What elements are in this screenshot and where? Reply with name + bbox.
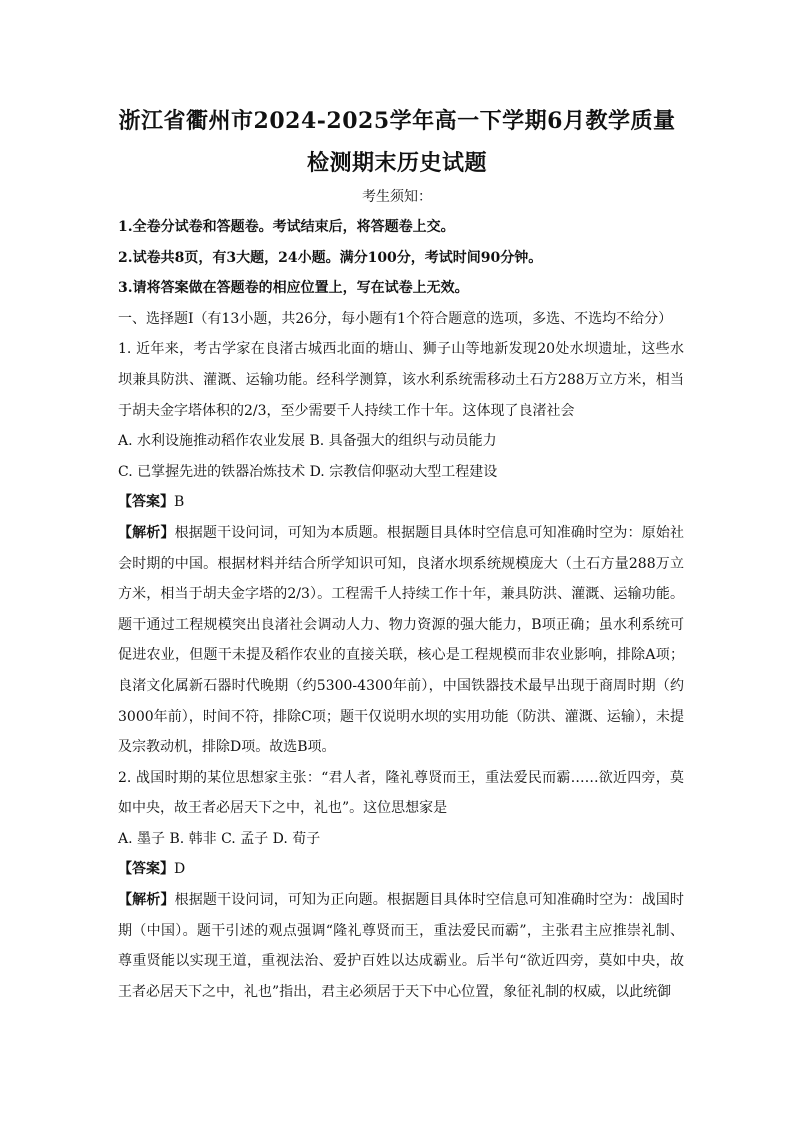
- question-1-options-cd: C. 已掌握先进的铁器冶炼技术 D. 宗教信仰驱动大型工程建设: [118, 463, 498, 480]
- page-title-line1: 浙江省衢州市2024-2025学年高一下学期6月教学质量: [118, 108, 676, 134]
- question-1-options-ab: A. 水利设施推动稻作农业发展 B. 具备强大的组织与动员能力: [118, 433, 497, 450]
- notice-item-1: 1.全卷分试卷和答题卷。考试结束后，将答题卷上交。: [118, 219, 455, 235]
- page-title-line2: 检测期末历史试题: [306, 150, 487, 176]
- exam-content: [118, 212, 684, 1007]
- answer-value: B: [174, 494, 185, 511]
- question-2-stem: 2. 战国时期的某位思想家主张：“君人者，隆礼尊贤而王，重法爱民而霸……欲近四旁，莫如中央，故王者必居天下之中，礼也”。这位思想家是: [118, 769, 684, 817]
- analysis-tag: 【解析】: [118, 524, 175, 541]
- analysis-tag: 【解析】: [118, 892, 175, 909]
- notice-item-3: 3.请将答案做在答题卷的相应位置上，写在试卷上无效。: [118, 280, 469, 297]
- question-2-analysis: [118, 885, 684, 1007]
- answer-tag: 【答案】: [118, 861, 174, 878]
- question-2-answer: [118, 854, 684, 885]
- question-2-options: A. 墨子 B. 韩非 C. 孟子 D. 荀子: [118, 830, 321, 847]
- notice-item-2: 2.试卷共8页，有3大题，24小题。满分100分，考试时间90分钟。: [118, 249, 543, 266]
- section-heading: 一、选择题Ⅰ（有13小题，共26分，每小题有1个符合题意的选项，多选、不选均不给分）: [118, 310, 673, 327]
- answer-value: D: [174, 861, 186, 878]
- question-1-stem: 1. 近年来，考古学家在良渚古城西北面的塘山、狮子山等地新发现20处水坝遗址，这些水坝兼具防洪、灌溉、运输功能。经科学测算，该水利系统需移动土石方288万立方米，相当于胡夫金字塔体积的2/3，至少需要千人持续工作十年。这体现了良渚社会: [118, 341, 684, 419]
- question-1-analysis: [118, 518, 684, 763]
- notice-heading: 考生须知：: [362, 189, 432, 205]
- answer-tag: 【答案】: [118, 494, 174, 511]
- analysis-text: 根据题干设问词，可知为正向题。根据题目具体时空信息可知准确时空为：战国时期（中国）。题干引述的观点强调“隆礼尊贤而王，重法爱民而霸”，主张君主应推崇礼制、尊重贤能以实现王道，重视法治、爱护百姓以达成霸业。后半句“欲近四旁，莫如中央，故王者必居天下之中，礼也”指出，君主必须居于天下中心位置，象征礼制的权威，以此统御: [118, 892, 685, 1000]
- question-1-answer: [118, 487, 684, 518]
- analysis-text: 根据题干设问词，可知为本质题。根据题目具体时空信息可知准确时空为：原始社会时期的中国。根据材料并结合所学知识可知，良渚水坝系统规模庞大（土石方量288万立方米，相当于胡夫金字塔的2/3）。工程需千人持续工作十年，兼具防洪、灌溉、运输功能。题干通过工程规模突出良渚社会调动人力、物力资源的强大能力，B项正确；虽水利系统可促进农业，但题干未提及稻作农业的直接关联，核心是工程规模而非农业影响，排除A项；良渚文化属新石器时代晚期（约5300-4300年前），中国铁器技术最早出现于商周时期（约3000年前），时间不符，排除C项；题干仅说明水坝的实用功能（防洪、灌溉、运输），未提及宗教动机，排除D项。故选B项。: [118, 524, 685, 756]
